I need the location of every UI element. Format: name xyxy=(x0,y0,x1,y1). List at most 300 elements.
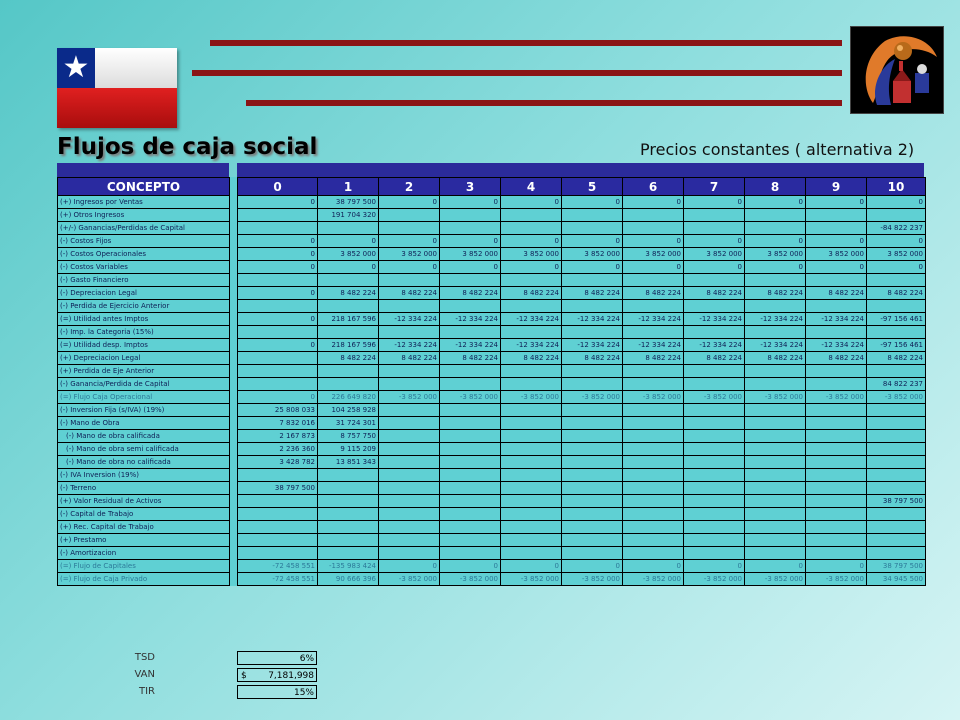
table-cell xyxy=(684,378,745,391)
table-cell: 0 xyxy=(501,235,562,248)
table-cell xyxy=(440,456,501,469)
indicator-value: 7,181,998 xyxy=(268,671,314,681)
table-cell xyxy=(623,326,684,339)
row-label: (-) Ganancia/Perdida de Capital xyxy=(58,378,230,391)
table-row xyxy=(58,261,926,274)
table-cell xyxy=(867,469,926,482)
table-cell xyxy=(238,534,318,547)
table-cell: 8 482 224 xyxy=(562,352,623,365)
table-cell xyxy=(623,495,684,508)
table-cell: 38 797 500 xyxy=(238,482,318,495)
table-cell xyxy=(379,521,440,534)
row-label: (-) IVA Inversion (19%) xyxy=(58,469,230,482)
table-cell: 0 xyxy=(238,339,318,352)
table-cell xyxy=(684,495,745,508)
table-cell: -84 822 237 xyxy=(867,222,926,235)
table-cell xyxy=(623,222,684,235)
table-cell xyxy=(379,417,440,430)
table-cell: 31 724 301 xyxy=(318,417,379,430)
table-cell xyxy=(745,274,806,287)
row-label: (-) Perdida de Ejercicio Anterior xyxy=(58,300,230,313)
table-cell: 9 115 209 xyxy=(318,443,379,456)
table-cell xyxy=(623,443,684,456)
table-cell xyxy=(745,456,806,469)
table-cell xyxy=(562,326,623,339)
table-cell: 0 xyxy=(440,560,501,573)
table-cell xyxy=(318,521,379,534)
row-label: (+) Valor Residual de Activos xyxy=(58,495,230,508)
table-row xyxy=(58,326,926,339)
table-cell: 0 xyxy=(238,287,318,300)
table-cell: -12 334 224 xyxy=(806,313,867,326)
indicator-label: TSD xyxy=(134,652,155,663)
table-cell: 218 167 596 xyxy=(318,313,379,326)
table-cell xyxy=(745,508,806,521)
table-row xyxy=(58,482,926,495)
table-cell: 8 757 750 xyxy=(318,430,379,443)
table-cell xyxy=(440,300,501,313)
table-cell xyxy=(745,326,806,339)
table-cell xyxy=(501,521,562,534)
table-cell xyxy=(806,534,867,547)
table-cell: 0 xyxy=(562,235,623,248)
cash-flow-table xyxy=(57,177,926,586)
table-cell: 0 xyxy=(684,235,745,248)
table-cell: 0 xyxy=(562,261,623,274)
table-cell: 0 xyxy=(623,196,684,209)
table-row xyxy=(58,300,926,313)
table-cell xyxy=(562,521,623,534)
table-cell xyxy=(318,378,379,391)
table-cell: 218 167 596 xyxy=(318,339,379,352)
table-cell: 0 xyxy=(684,560,745,573)
table-cell xyxy=(684,547,745,560)
table-cell: -12 334 224 xyxy=(745,313,806,326)
table-cell xyxy=(238,326,318,339)
table-cell: 0 xyxy=(745,196,806,209)
table-cell: 0 xyxy=(867,196,926,209)
indicator-value: 15% xyxy=(293,688,314,698)
table-cell xyxy=(806,521,867,534)
table-cell: 38 797 500 xyxy=(867,495,926,508)
table-row xyxy=(58,560,926,573)
table-cell: 8 482 224 xyxy=(501,352,562,365)
table-row xyxy=(58,313,926,326)
table-cell xyxy=(379,222,440,235)
table-cell: 0 xyxy=(623,261,684,274)
table-cell: 0 xyxy=(806,560,867,573)
table-cell: 0 xyxy=(238,313,318,326)
table-row xyxy=(58,196,926,209)
table-cell xyxy=(806,482,867,495)
table-cell: -3 852 000 xyxy=(745,391,806,404)
row-label: (-) Imp. la Categoria (15%) xyxy=(58,326,230,339)
row-label: (-) Inversion Fija (s/IVA) (19%) xyxy=(58,404,230,417)
table-row xyxy=(58,456,926,469)
table-cell: 7 832 016 xyxy=(238,417,318,430)
table-row xyxy=(58,417,926,430)
table-cell xyxy=(501,547,562,560)
table-cell xyxy=(867,404,926,417)
table-cell xyxy=(238,209,318,222)
table-cell: 104 258 928 xyxy=(318,404,379,417)
row-label: (+/-) Ganancias/Perdidas de Capital xyxy=(58,222,230,235)
table-cell: -3 852 000 xyxy=(501,573,562,586)
table-cell xyxy=(867,482,926,495)
period-header: 1 xyxy=(318,178,379,196)
table-cell xyxy=(745,365,806,378)
table-row xyxy=(58,391,926,404)
table-cell: 8 482 224 xyxy=(623,352,684,365)
table-cell: -12 334 224 xyxy=(379,313,440,326)
table-cell xyxy=(745,443,806,456)
table-cell xyxy=(238,521,318,534)
table-cell xyxy=(379,365,440,378)
table-cell xyxy=(318,222,379,235)
table-cell xyxy=(623,469,684,482)
table-cell: -12 334 224 xyxy=(623,339,684,352)
table-cell: 8 482 224 xyxy=(379,352,440,365)
table-cell xyxy=(562,209,623,222)
table-cell xyxy=(379,482,440,495)
table-cell: -3 852 000 xyxy=(806,573,867,586)
table-cell xyxy=(501,443,562,456)
table-cell xyxy=(806,209,867,222)
table-cell: 0 xyxy=(806,196,867,209)
table-cell: 8 482 224 xyxy=(501,287,562,300)
table-cell: -12 334 224 xyxy=(501,313,562,326)
table-row xyxy=(58,521,926,534)
row-label: (-) Terreno xyxy=(58,482,230,495)
table-cell: 0 xyxy=(562,560,623,573)
table-cell xyxy=(379,469,440,482)
table-cell: -3 852 000 xyxy=(562,391,623,404)
table-cell: 8 482 224 xyxy=(745,287,806,300)
table-cell xyxy=(440,222,501,235)
table-cell xyxy=(379,534,440,547)
decorative-bar xyxy=(246,100,842,106)
table-row xyxy=(58,274,926,287)
table-cell: 8 482 224 xyxy=(318,352,379,365)
table-cell: 38 797 500 xyxy=(867,560,926,573)
table-cell xyxy=(379,404,440,417)
table-cell xyxy=(562,495,623,508)
table-cell xyxy=(806,326,867,339)
table-cell: 3 428 782 xyxy=(238,456,318,469)
table-cell: -12 334 224 xyxy=(684,313,745,326)
indicator-value-box xyxy=(237,685,317,699)
table-cell xyxy=(623,365,684,378)
table-cell xyxy=(623,521,684,534)
table-cell xyxy=(440,534,501,547)
table-cell: 3 852 000 xyxy=(684,248,745,261)
table-cell: -12 334 224 xyxy=(562,339,623,352)
table-cell xyxy=(867,508,926,521)
table-cell xyxy=(867,534,926,547)
table-cell: -3 852 000 xyxy=(806,391,867,404)
indicator-value: 6% xyxy=(299,654,314,664)
table-cell xyxy=(806,365,867,378)
table-cell xyxy=(806,495,867,508)
table-cell xyxy=(562,534,623,547)
table-row xyxy=(58,573,926,586)
table-cell: 0 xyxy=(562,196,623,209)
table-cell xyxy=(684,430,745,443)
table-cell xyxy=(440,547,501,560)
table-cell xyxy=(501,222,562,235)
table-cell xyxy=(318,365,379,378)
table-row xyxy=(58,209,926,222)
table-cell xyxy=(745,482,806,495)
table-cell xyxy=(501,417,562,430)
table-cell xyxy=(318,469,379,482)
row-label: (-) Costos Fijos xyxy=(58,235,230,248)
table-cell: 0 xyxy=(440,261,501,274)
table-cell xyxy=(745,534,806,547)
table-cell xyxy=(501,404,562,417)
table-cell: 0 xyxy=(684,196,745,209)
table-cell: 3 852 000 xyxy=(623,248,684,261)
table-cell xyxy=(440,495,501,508)
table-cell xyxy=(318,274,379,287)
table-cell xyxy=(684,222,745,235)
table-cell xyxy=(562,547,623,560)
table-cell: -3 852 000 xyxy=(440,573,501,586)
table-cell xyxy=(440,378,501,391)
table-cell xyxy=(623,482,684,495)
table-cell xyxy=(684,209,745,222)
table-cell xyxy=(379,443,440,456)
table-cell xyxy=(238,222,318,235)
table-cell xyxy=(562,482,623,495)
table-cell xyxy=(440,469,501,482)
chile-flag xyxy=(57,48,177,128)
table-cell xyxy=(379,300,440,313)
table-cell xyxy=(623,404,684,417)
table-cell: -12 334 224 xyxy=(440,313,501,326)
table-cell xyxy=(806,222,867,235)
table-cell: -3 852 000 xyxy=(623,573,684,586)
table-cell xyxy=(440,326,501,339)
table-cell: -72 458 551 xyxy=(238,560,318,573)
table-cell xyxy=(745,300,806,313)
row-label: (-) Mano de obra semi calificada xyxy=(58,443,230,456)
table-cell xyxy=(623,209,684,222)
table-cell: 8 482 224 xyxy=(379,287,440,300)
table-cell xyxy=(684,443,745,456)
table-cell xyxy=(238,365,318,378)
table-cell xyxy=(806,274,867,287)
table-cell xyxy=(318,300,379,313)
table-cell xyxy=(238,508,318,521)
table-cell: -135 983 424 xyxy=(318,560,379,573)
table-cell xyxy=(379,456,440,469)
table-cell: 0 xyxy=(623,235,684,248)
table-cell xyxy=(379,209,440,222)
table-cell: 8 482 224 xyxy=(806,352,867,365)
table-cell: -12 334 224 xyxy=(562,313,623,326)
table-cell xyxy=(867,365,926,378)
table-cell xyxy=(684,404,745,417)
table-cell: -3 852 000 xyxy=(684,391,745,404)
row-label: (=) Flujo Caja Operacional xyxy=(58,391,230,404)
table-cell: 8 482 224 xyxy=(867,352,926,365)
decorative-bar xyxy=(210,40,842,46)
table-cell xyxy=(238,352,318,365)
table-row xyxy=(58,365,926,378)
table-cell xyxy=(440,521,501,534)
table-cell xyxy=(623,430,684,443)
table-cell xyxy=(806,378,867,391)
table-cell xyxy=(318,495,379,508)
table-cell: 0 xyxy=(440,235,501,248)
table-cell: 8 482 224 xyxy=(684,287,745,300)
row-label: (-) Costos Operacionales xyxy=(58,248,230,261)
table-cell xyxy=(684,508,745,521)
table-row xyxy=(58,534,926,547)
table-cell xyxy=(562,365,623,378)
table-row xyxy=(58,495,926,508)
table-cell xyxy=(562,404,623,417)
table-cell: 0 xyxy=(623,560,684,573)
table-cell xyxy=(623,300,684,313)
period-header: 2 xyxy=(379,178,440,196)
table-cell xyxy=(562,456,623,469)
table-cell xyxy=(318,534,379,547)
table-cell: 0 xyxy=(745,235,806,248)
table-cell: 191 704 320 xyxy=(318,209,379,222)
table-cell: 8 482 224 xyxy=(745,352,806,365)
table-cell xyxy=(379,547,440,560)
table-cell xyxy=(501,508,562,521)
table-cell: 2 236 360 xyxy=(238,443,318,456)
row-label: (-) Gasto Financiero xyxy=(58,274,230,287)
table-cell xyxy=(318,508,379,521)
table-cell xyxy=(684,417,745,430)
table-cell xyxy=(379,378,440,391)
indicator-value-box xyxy=(237,668,317,682)
table-cell: -12 334 224 xyxy=(379,339,440,352)
row-label: (+) Ingresos por Ventas xyxy=(58,196,230,209)
table-cell: 0 xyxy=(379,261,440,274)
table-cell xyxy=(745,495,806,508)
table-cell: 0 xyxy=(501,560,562,573)
institution-logo xyxy=(850,26,944,114)
table-cell xyxy=(684,365,745,378)
table-cell xyxy=(379,326,440,339)
table-row xyxy=(58,235,926,248)
row-label: (=) Flujo de Capitales xyxy=(58,560,230,573)
table-cell xyxy=(806,300,867,313)
table-cell: -12 334 224 xyxy=(684,339,745,352)
table-cell xyxy=(623,274,684,287)
table-cell xyxy=(806,469,867,482)
table-row xyxy=(58,547,926,560)
table-cell xyxy=(501,495,562,508)
row-label: (-) Capital de Trabajo xyxy=(58,508,230,521)
table-cell: 8 482 224 xyxy=(623,287,684,300)
header-strip xyxy=(237,163,924,177)
table-cell: 3 852 000 xyxy=(867,248,926,261)
table-cell xyxy=(501,326,562,339)
table-cell: 226 649 820 xyxy=(318,391,379,404)
table-cell xyxy=(745,521,806,534)
table-cell xyxy=(501,469,562,482)
period-header: 10 xyxy=(867,178,926,196)
indicator-value-box xyxy=(237,651,317,665)
period-header: 7 xyxy=(684,178,745,196)
table-cell: -72 458 551 xyxy=(238,573,318,586)
table-cell xyxy=(745,430,806,443)
table-cell: 3 852 000 xyxy=(745,248,806,261)
table-cell xyxy=(379,274,440,287)
table-cell xyxy=(745,222,806,235)
table-cell xyxy=(867,456,926,469)
decorative-bar xyxy=(192,70,842,76)
table-cell: -3 852 000 xyxy=(867,391,926,404)
table-cell xyxy=(440,482,501,495)
row-label: (+) Otros Ingresos xyxy=(58,209,230,222)
table-cell xyxy=(806,417,867,430)
table-cell: 0 xyxy=(745,261,806,274)
table-cell xyxy=(684,456,745,469)
table-cell: 38 797 500 xyxy=(318,196,379,209)
table-cell xyxy=(806,443,867,456)
table-cell: -97 156 461 xyxy=(867,313,926,326)
period-header: 6 xyxy=(623,178,684,196)
table-cell xyxy=(379,508,440,521)
table-cell xyxy=(501,534,562,547)
table-cell xyxy=(623,378,684,391)
table-cell: 0 xyxy=(379,235,440,248)
table-row xyxy=(58,339,926,352)
table-cell: 84 822 237 xyxy=(867,378,926,391)
table-cell xyxy=(867,417,926,430)
row-label: (+) Depreciacion Legal xyxy=(58,352,230,365)
table-cell xyxy=(440,404,501,417)
table-cell: 3 852 000 xyxy=(440,248,501,261)
table-cell xyxy=(501,482,562,495)
table-cell xyxy=(867,443,926,456)
table-cell: -12 334 224 xyxy=(806,339,867,352)
table-cell xyxy=(562,222,623,235)
period-header: 5 xyxy=(562,178,623,196)
table-cell xyxy=(501,209,562,222)
row-label: (=) Utilidad antes Imptos xyxy=(58,313,230,326)
table-cell: 0 xyxy=(501,196,562,209)
table-row xyxy=(58,222,926,235)
table-cell: 8 482 224 xyxy=(562,287,623,300)
indicator-label: TIR xyxy=(138,686,155,697)
row-label: (-) Depreciacion Legal xyxy=(58,287,230,300)
concept-header: CONCEPTO xyxy=(58,178,230,196)
table-cell: -12 334 224 xyxy=(745,339,806,352)
table-cell xyxy=(745,378,806,391)
table-header-row xyxy=(58,178,926,196)
table-cell xyxy=(623,456,684,469)
table-cell: 2 167 873 xyxy=(238,430,318,443)
table-cell xyxy=(238,547,318,560)
period-header: 3 xyxy=(440,178,501,196)
table-cell xyxy=(501,378,562,391)
table-row xyxy=(58,287,926,300)
table-cell xyxy=(318,547,379,560)
table-cell xyxy=(684,534,745,547)
table-cell xyxy=(562,417,623,430)
table-cell: -3 852 000 xyxy=(623,391,684,404)
table-cell: 3 852 000 xyxy=(806,248,867,261)
table-cell xyxy=(745,209,806,222)
